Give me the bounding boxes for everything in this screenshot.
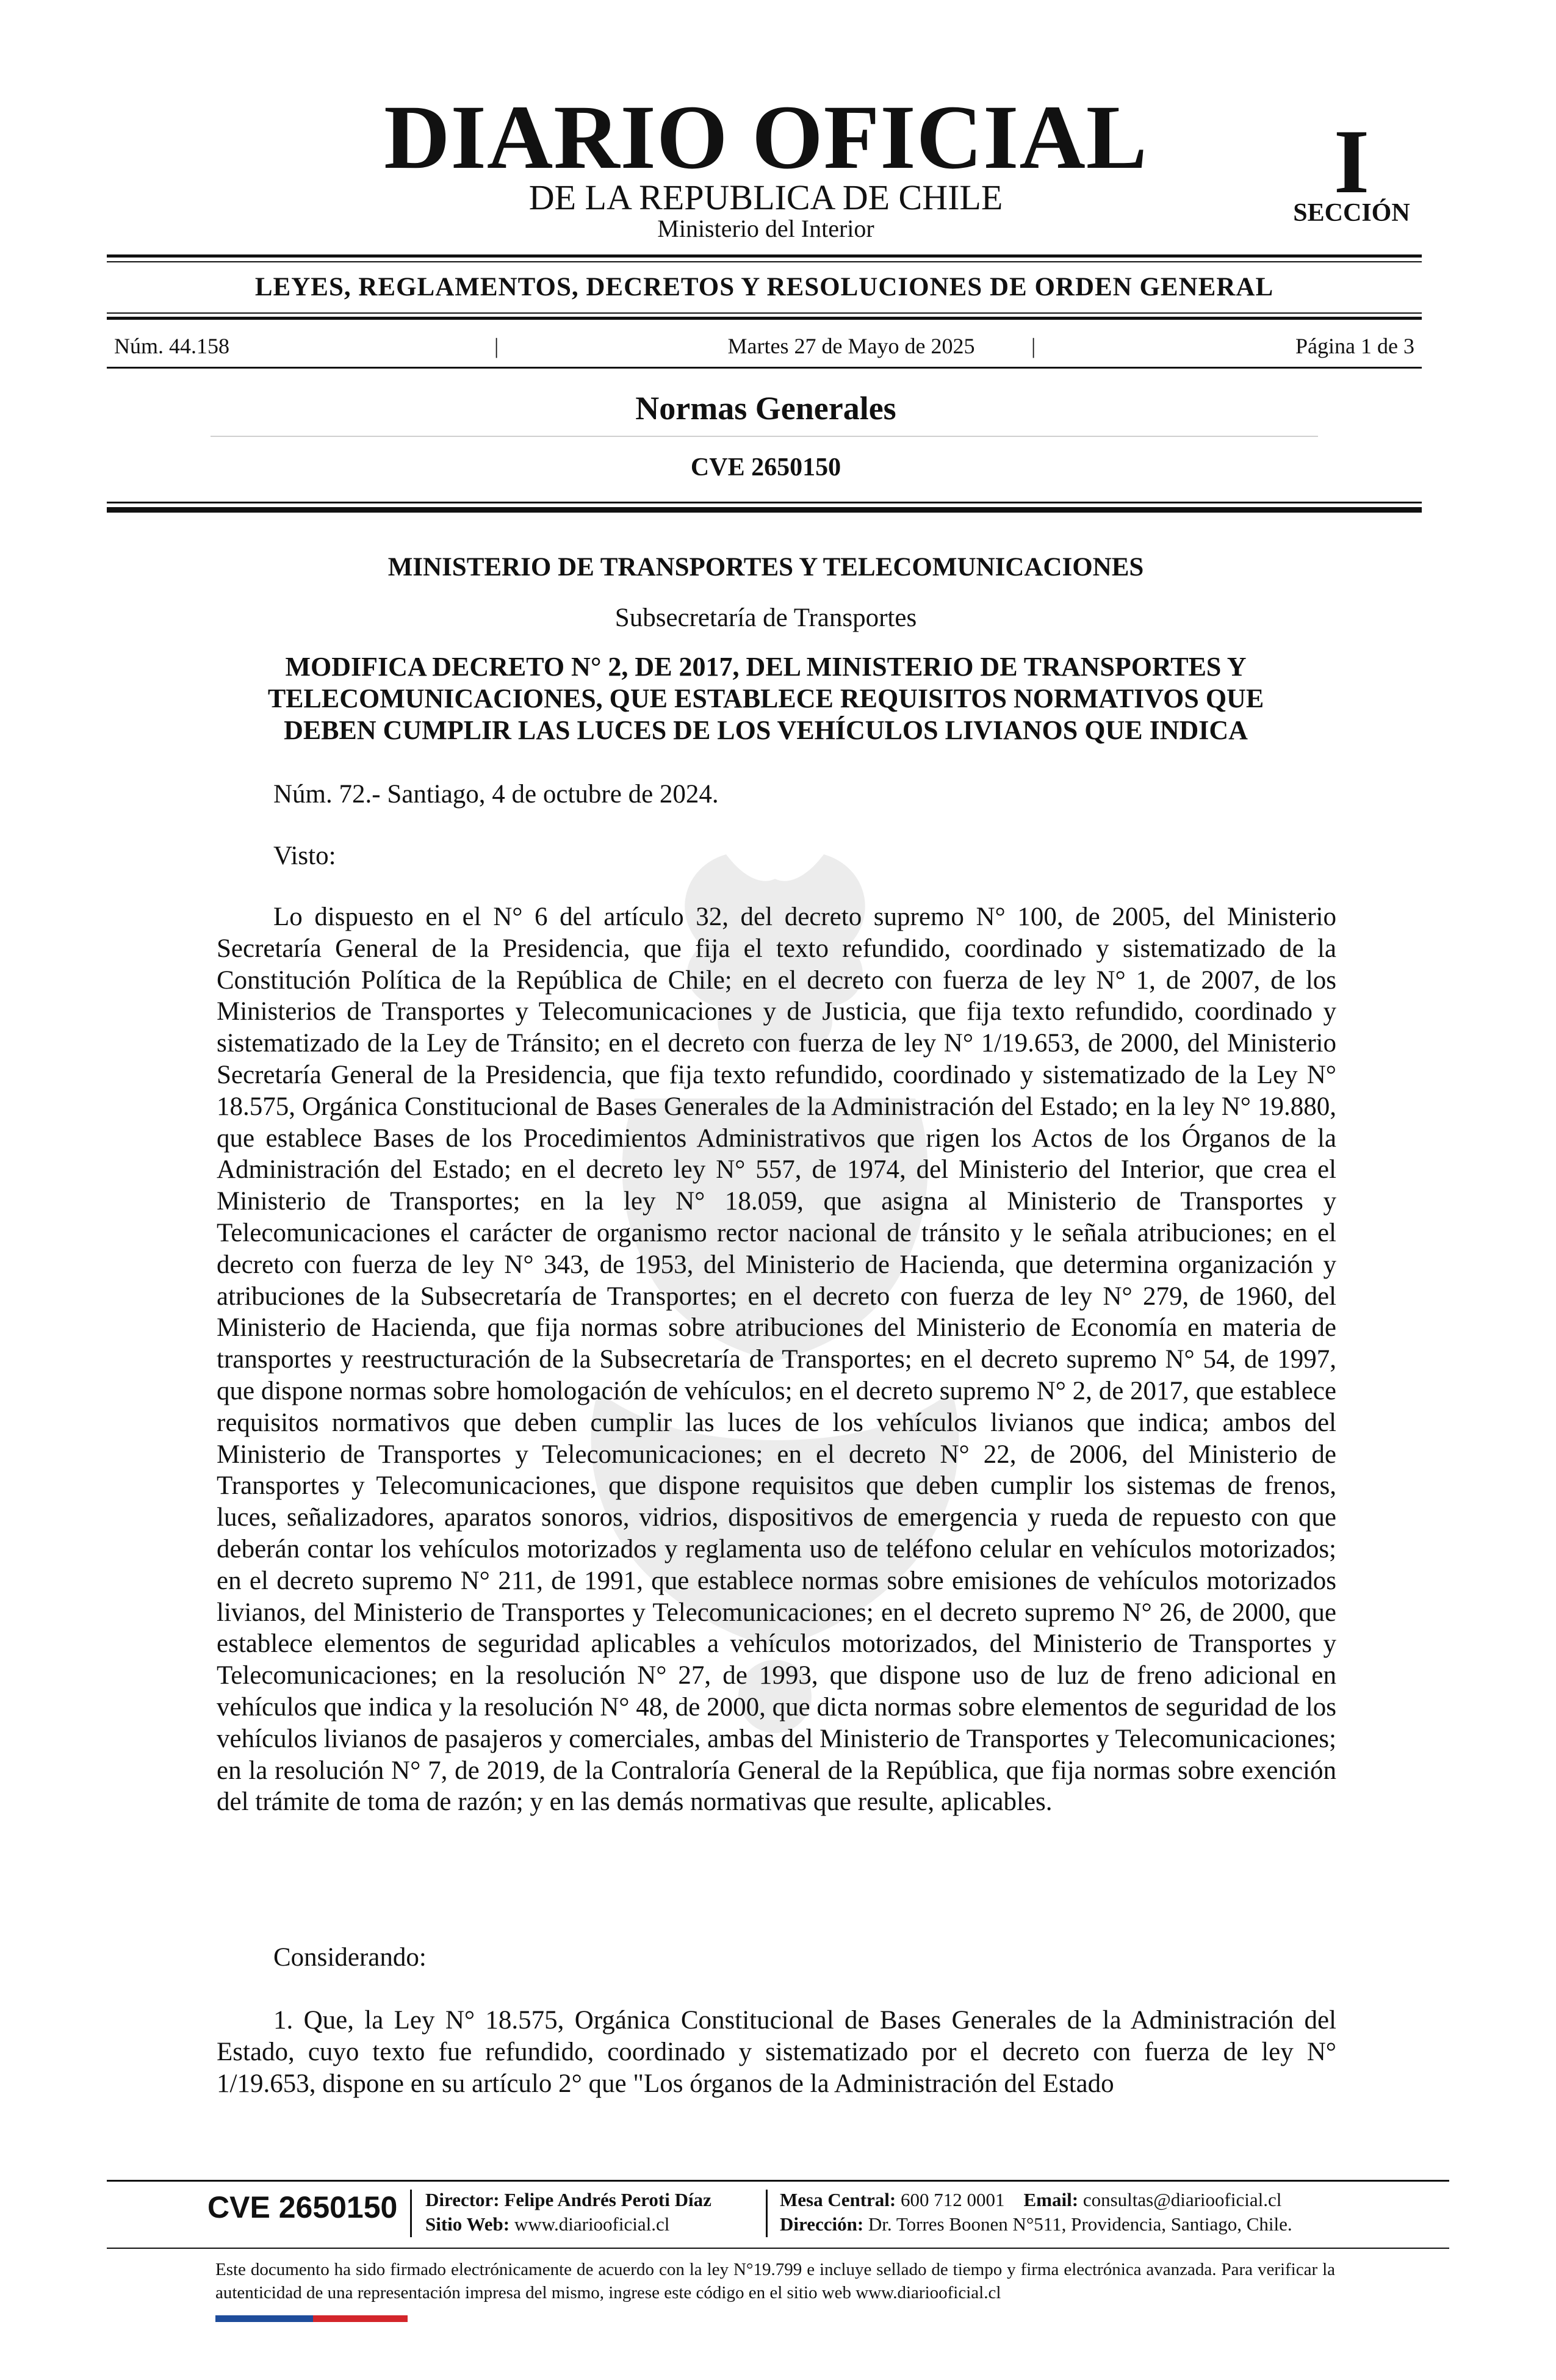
flag-stripe-blue bbox=[215, 2315, 313, 2322]
considerando-paragraph: 1. Que, la Ley N° 18.575, Orgánica Constitucional de Bases Generales de la Administración del Estado, cuyo texto fue refundido, coordinado y sistematizado por el decreto con fuerza de ley N° 1/19.653, dispone en su artículo 2° que "Los órganos de la Administración del Estado bbox=[217, 2006, 1336, 2098]
footer-rule-mid bbox=[107, 2248, 1449, 2249]
cve-code: CVE 2650150 bbox=[690, 453, 841, 481]
ministry-heading: MINISTERIO DE TRANSPORTES Y TELECOMUNICACIONES bbox=[387, 553, 1144, 582]
page-indicator: Página 1 de 3 bbox=[1295, 334, 1414, 358]
issue-info-bar bbox=[107, 333, 1422, 360]
legal-note: Este documento ha sido firmado electrónicamente de acuerdo con la ley N°19.799 e incluye sellado de tiempo y firma electrónica avanzada. Para verificar la autenticidad de una representación impresa del mismo, ingrese este código en el sitio web www.diariooficial.cl bbox=[215, 2260, 1335, 2302]
masthead-subtitle: DE LA REPUBLICA DE CHILE bbox=[528, 178, 1003, 217]
masthead-rule-top bbox=[107, 254, 1422, 258]
phone-label: Mesa Central: bbox=[780, 2189, 896, 2210]
email-link[interactable]: consultas@diariooficial.cl bbox=[1082, 2189, 1282, 2210]
masthead-rule-thin bbox=[107, 261, 1422, 262]
director-name: Felipe Andrés Peroti Díaz bbox=[504, 2189, 711, 2210]
masthead-title: DIARIO OFICIAL bbox=[384, 87, 1148, 188]
footer-director-block bbox=[425, 2188, 767, 2237]
category-divider bbox=[211, 436, 1318, 437]
category-heading: Normas Generales bbox=[635, 390, 896, 427]
info-rule bbox=[107, 367, 1422, 369]
laws-rule-thin bbox=[107, 312, 1422, 314]
laws-band: LEYES, REGLAMENTOS, DECRETOS Y RESOLUCIONES DE ORDEN GENERAL bbox=[254, 273, 1274, 301]
masthead-ministry: Ministerio del Interior bbox=[657, 215, 874, 242]
cve-rule-thick bbox=[107, 507, 1422, 513]
info-separator: | bbox=[494, 334, 499, 358]
flag-stripe-red bbox=[313, 2315, 408, 2322]
decree-title-line: MODIFICA DECRETO N° 2, DE 2017, DEL MINISTERIO DE TRANSPORTES Y bbox=[285, 652, 1247, 682]
decree-number-date: Núm. 72.- Santiago, 4 de octubre de 2024. bbox=[273, 780, 719, 809]
decree-title bbox=[201, 651, 1330, 746]
footer-contact-block bbox=[780, 2188, 1390, 2237]
issue-date: Martes 27 de Mayo de 2025 bbox=[727, 334, 975, 358]
info-separator: | bbox=[1031, 334, 1036, 358]
considerando-label: Considerando: bbox=[273, 1943, 427, 1972]
decree-title-line: DEBEN CUMPLIR LAS LUCES DE LOS VEHÍCULOS LIVIANOS QUE INDICA bbox=[284, 715, 1248, 745]
cve-rule-thin bbox=[107, 502, 1422, 503]
visto-paragraph: Lo dispuesto en el N° 6 del artículo 32, del decreto supremo N° 100, de 2005, del Ministerio Secretaría General de la Presidencia, que fija el texto refundido, coordinado y sistematizado de la Constitución Política de la República de Chile; en el decreto con fuerza de ley N° 1, de 2007, de los Ministerios de Transportes y Telecomunicaciones y de Justicia, que fija texto refundido, coordinado y sistematizado de la Ley de Tránsito; en el decreto con fuerza de ley N° 1/19.653, de 2000, del Ministerio Secretaría General de la Presidencia, que fija texto refundido, coordinado y sistematizado de la Ley N° 18.575, Orgánica Constitucional de Bases Generales de la Administración del Estado; en la ley N° 19.880, que establece Bases de los Procedimientos Administrativos que rigen los Actos de los Órganos de la Administración del Estado; en el decreto ley N° 557, de 1974, del Ministerio del Interior, que crea el Ministerio de Transportes; en la ley N° 18.059, que asigna al Ministerio de Transportes y Telecomunicaciones el carácter de organismo rector nacional de tránsito y le señala atribuciones; en el decreto con fuerza de ley N° 343, de 1953, del Ministerio de Hacienda, que determina organización y atribuciones de la Subsecretaría de Transportes; en el decreto con fuerza de ley N° 279, de 1960, del Ministerio de Hacienda, que fija normas sobre atribuciones del Ministerio de Economía en materia de transportes y reestructuración de la Subsecretaría de Transportes; en el decreto supremo N° 54, de 1997, que dispone normas sobre homologación de vehículos; en el decreto supremo N° 2, de 2017, que establece requisitos normativos que deben cumplir las luces de los vehículos livianos que indica; ambos del Ministerio de Transportes y Telecomunicaciones; en el decreto N° 22, de 2006, del Ministerio de Transportes y Telecomunicaciones, que dispone requisitos que deben cumplir los sistemas de frenos, luces, señalizadores, aparatos sonoros, vidrios, dispositivos de emergencia y rueda de repuesto con que deberán contar los vehículos motorizados y reglamenta uso de teléfono celular en vehículos motorizados; en el decreto supremo N° 211, de 1991, que establece normas sobre emisiones de vehículos motorizados livianos, del Ministerio de Transportes y Telecomunicaciones; en el decreto supremo N° 26, de 2000, que establece elementos de seguridad aplicables a vehículos motorizados, del Ministerio de Transportes y Telecomunicaciones; en la resolución N° 27, de 1993, que dispone uso de luz de freno adicional en vehículos que indica y la resolución N° 48, de 2000, que dicta normas sobre elementos de seguridad de los vehículos livianos de pasajeros y comerciales, ambas del Ministerio de Transportes y Telecomunicaciones; en la resolución N° 7, de 2019, de la Contraloría General de la República, que fija normas sobre exención del trámite de toma de razón; y en las demás normativas que resulte, aplicables. bbox=[217, 903, 1336, 1817]
visto-label: Visto: bbox=[273, 842, 336, 870]
subsecretariat: Subsecretaría de Transportes bbox=[614, 604, 917, 632]
site-label: Sitio Web: bbox=[425, 2213, 510, 2235]
phone-number: 600 712 0001 bbox=[901, 2189, 1005, 2210]
address-text: Dr. Torres Boonen N°511, Providencia, Santiago, Chile. bbox=[868, 2213, 1292, 2235]
email-label: Email: bbox=[1023, 2189, 1079, 2210]
section-number: I bbox=[1333, 111, 1370, 212]
issue-number: Núm. 44.158 bbox=[114, 334, 229, 358]
footer-divider bbox=[410, 2190, 412, 2237]
director-label: Director: bbox=[425, 2189, 500, 2210]
decree-title-line: TELECOMUNICACIONES, QUE ESTABLECE REQUISITOS NORMATIVOS QUE bbox=[267, 683, 1264, 713]
site-link[interactable]: www.diariooficial.cl bbox=[514, 2213, 670, 2235]
laws-rule-bottom bbox=[107, 317, 1422, 320]
section-label: SECCIÓN bbox=[1293, 199, 1410, 227]
footer-divider bbox=[766, 2190, 768, 2237]
address-label: Dirección: bbox=[780, 2213, 864, 2235]
footer-cve-code: CVE 2650150 bbox=[207, 2190, 398, 2224]
footer-rule-top bbox=[107, 2180, 1449, 2182]
